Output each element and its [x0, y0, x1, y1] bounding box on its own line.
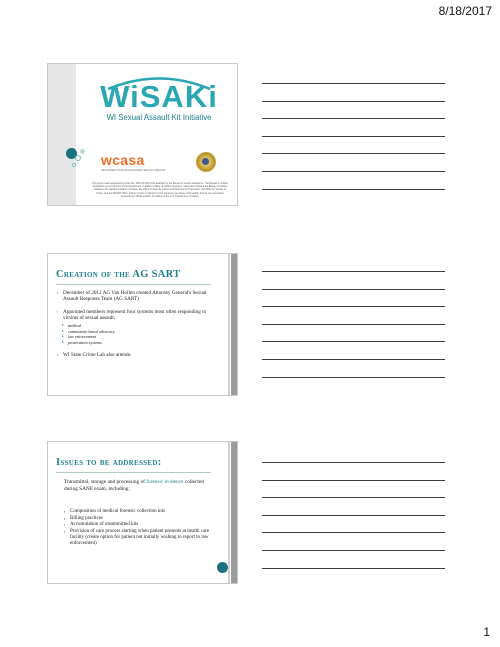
slide-accent-bar [231, 442, 237, 583]
sub-bullet-item: ▸ medical [62, 323, 209, 329]
notes-area[interactable] [262, 83, 445, 206]
sub-bullet-list [62, 323, 209, 345]
decorative-circle-icon [72, 163, 76, 167]
decorative-circle-icon [80, 149, 85, 154]
slide-title: Issues to be addressed: [56, 457, 162, 468]
notes-area[interactable] [262, 462, 445, 585]
bullet-item: ▪ Provision of care process starting when patient presents at health care facility (create option for patient not initially wishing to report to law enforcement) [64, 529, 214, 547]
slide-3-issues [47, 441, 238, 584]
wcasa-wordmark: wcasa [101, 152, 145, 168]
bullet-item: ▪ Accumulation of unsubmitted kits [64, 522, 214, 528]
slide-accent-bar [228, 442, 230, 583]
grant-disclaimer: This project was supported by Grant No. 2015-AK-BX-K011 awarded by the Bureau of Justice Assistance. The Bureau of Justice Assistance is a component of the Department of Justice's Office of Justice Programs, which also includes the Bureau of Justice Statistics, the National Institute of Justice, the Office of Juvenile Justice and Delinquency Prevention, the Office for Victims of Crime, and the SMART Office. Points of view or opinions in this document are those of the author and do not necessarily represent the official position or policies of the U.S. Department of Justice. [92, 182, 228, 198]
sub-bullet-item: ▸ community-based advocacy [62, 329, 209, 335]
slide-2-ag-sart [47, 253, 238, 396]
bullet-item: ▪ Billing practices [64, 516, 214, 522]
wcasa-logo [101, 152, 171, 172]
logo-subtitle: WI Sexual Assault Kit Initiative [106, 113, 212, 122]
slide-title: Creation of the AG SART [56, 269, 181, 280]
bullet-list [64, 509, 214, 548]
slide-side-panel [48, 64, 76, 205]
notes-area[interactable] [262, 271, 445, 394]
logo-wordmark: WiSAKi [100, 79, 218, 114]
wisaki-logo [94, 74, 224, 122]
bullet-item: ▪ Composition of medical forensic collection kits [64, 509, 214, 515]
slide-1-title [47, 63, 238, 206]
bullet-item: ▪ WI State Crime Lab also attends [57, 352, 209, 358]
slide-body [57, 290, 209, 358]
title-divider [56, 284, 211, 285]
title-divider [56, 472, 211, 473]
sub-bullet-item: ▸ law enforcement [62, 334, 209, 340]
sub-bullet-item: ▸ prosecution systems [62, 340, 209, 346]
wcasa-tagline: WISCONSIN COALITION AGAINST SEXUAL ASSAULT [101, 169, 166, 172]
slide-accent-bar [231, 254, 237, 395]
highlighted-term: forensic evidence [146, 479, 184, 485]
page-number: 1 [483, 625, 490, 639]
decorative-circle-icon [75, 155, 81, 161]
bullet-item: ▪ Appointed members represent four systems most often responding to victims of sexual assault: [57, 309, 209, 322]
slide-accent-bar [228, 254, 230, 395]
slide-intro-text: Transmittal, storage and processing of forensic evidence collected during SANE exam, including: [64, 479, 204, 492]
page-date: 8/18/2017 [438, 4, 492, 18]
state-seal-icon [196, 152, 216, 172]
decorative-circle-icon [217, 562, 228, 573]
bullet-item: ▪ December of 2012 AG Van Hollen created Attorney General's Sexual Assault Response Team (AG SART) [57, 290, 209, 303]
